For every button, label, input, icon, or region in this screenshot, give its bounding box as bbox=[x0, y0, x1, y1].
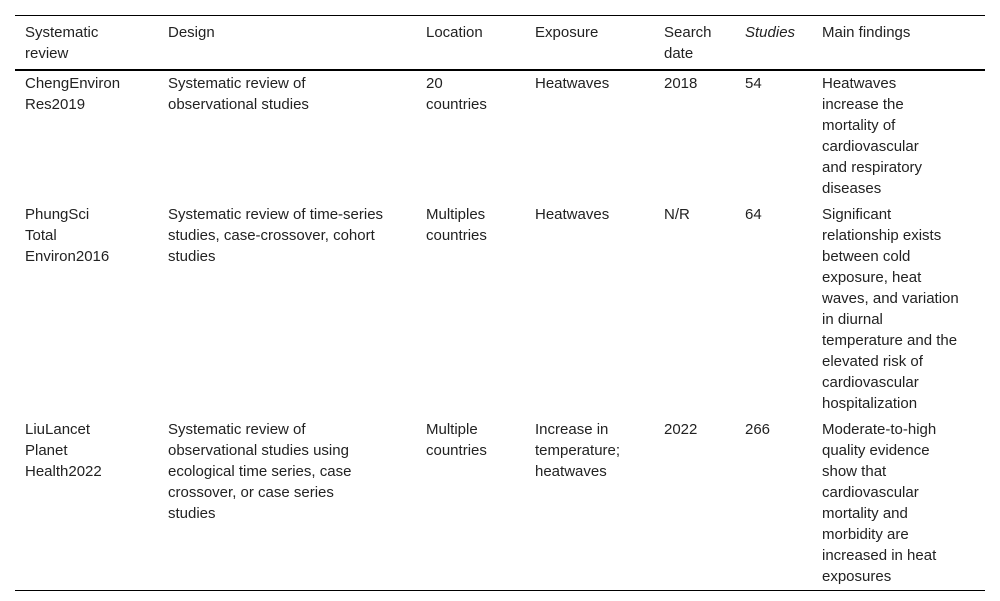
cell-systematic-review: ChengEnviron Res2019 bbox=[25, 75, 121, 113]
header-main-findings: Main findings bbox=[822, 24, 911, 41]
cell-location: 20 countries bbox=[426, 75, 487, 113]
systematic-reviews-table bbox=[15, 15, 985, 591]
cell-exposure: Heatwaves bbox=[535, 75, 610, 92]
table-body bbox=[15, 70, 985, 591]
cell-main-findings: Significant relationship exists between cold exposure, heat waves, and variation in diurnal temperature and the elevated risk of cardiovascular hospitalization bbox=[822, 206, 959, 412]
cell-search-date: 2022 bbox=[664, 421, 698, 438]
cell-location: Multiple countries bbox=[426, 421, 487, 459]
cell-main-findings: Heatwaves increase the mortality of cardiovascular and respiratory diseases bbox=[822, 75, 923, 197]
table-row bbox=[15, 417, 985, 591]
cell-studies: 64 bbox=[745, 206, 762, 223]
header-design: Design bbox=[168, 24, 215, 41]
cell-location: Multiples countries bbox=[426, 206, 487, 244]
cell-systematic-review: PhungSci Total Environ2016 bbox=[25, 206, 110, 265]
cell-search-date: N/R bbox=[664, 206, 690, 223]
header-search-date: Search date bbox=[664, 24, 712, 62]
cell-main-findings: Moderate-to-high quality evidence show that cardiovascular mortality and morbidity are increased in heat exposures bbox=[822, 421, 937, 585]
header-exposure: Exposure bbox=[535, 24, 599, 41]
cell-design: Systematic review of observational studies using ecological time series, case crossover, or case series studies bbox=[168, 421, 352, 522]
header-systematic-review: Systematic review bbox=[25, 24, 99, 62]
table-row bbox=[15, 202, 985, 417]
cell-exposure: Heatwaves bbox=[535, 206, 610, 223]
cell-systematic-review: LiuLancet Planet Health2022 bbox=[25, 421, 102, 480]
cell-design: Systematic review of time-series studies, case-crossover, cohort studies bbox=[168, 206, 384, 265]
cell-exposure: Increase in temperature; heatwaves bbox=[535, 421, 621, 480]
cell-design: Systematic review of observational studies bbox=[168, 75, 309, 113]
cell-search-date: 2018 bbox=[664, 75, 698, 92]
header-row bbox=[15, 16, 985, 71]
cell-studies: 54 bbox=[745, 75, 762, 92]
table-row bbox=[15, 70, 985, 202]
header-location: Location bbox=[426, 24, 483, 41]
cell-studies: 266 bbox=[745, 421, 771, 438]
header-studies: Studies bbox=[745, 24, 796, 41]
table-header bbox=[15, 16, 985, 71]
